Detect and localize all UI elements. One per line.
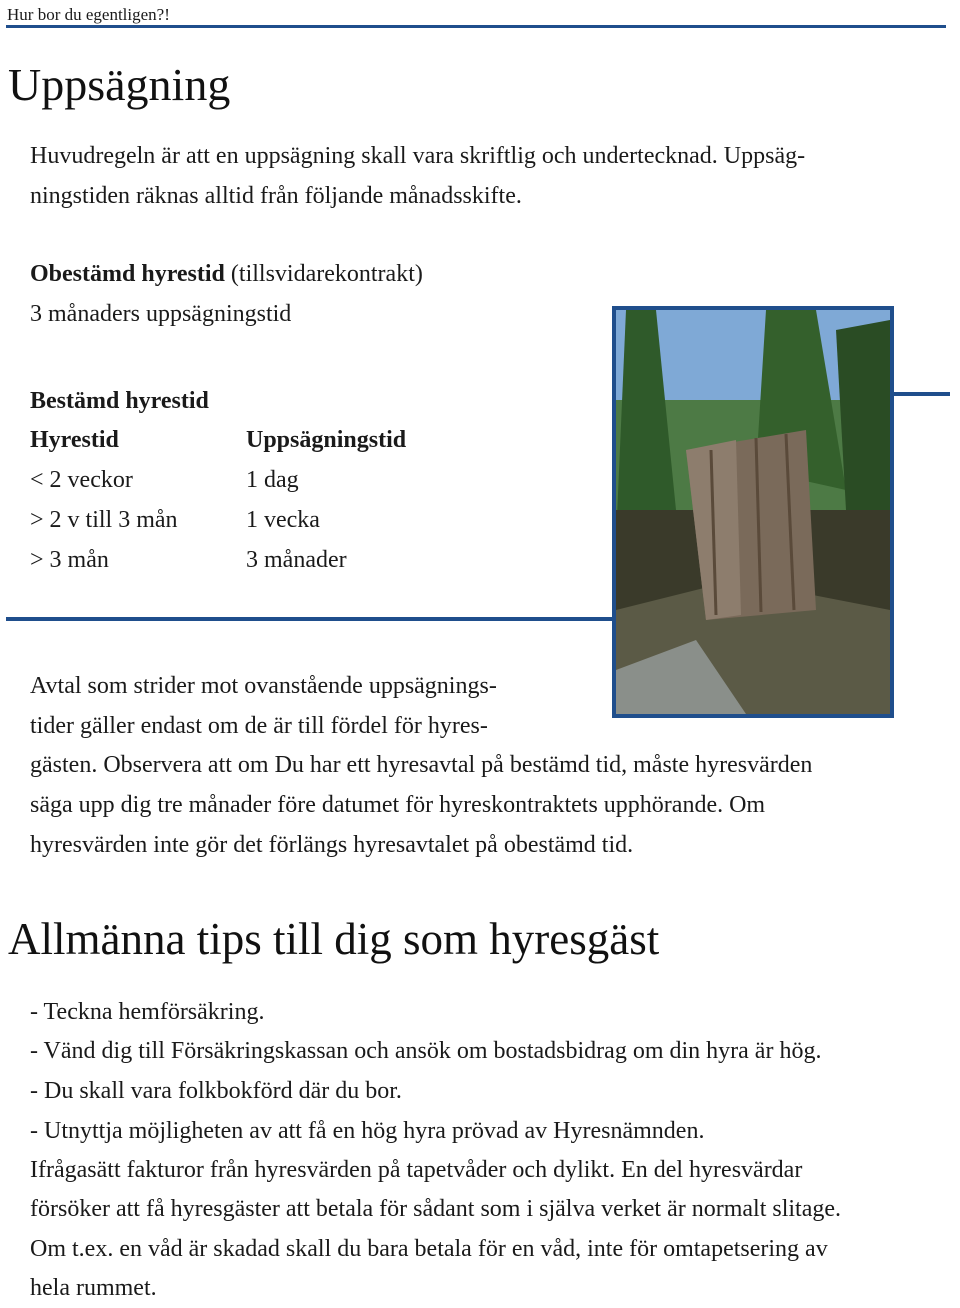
bestamd-title: Bestämd hyrestid (30, 388, 209, 414)
tips-line: Ifrågasätt fakturor från hyresvärden på tapetvåder och dylikt. En del hyresvärdar (30, 1157, 803, 1183)
outhouse-photo (612, 306, 894, 718)
tips-line: - Du skall vara folkbokförd där du bor. (30, 1078, 402, 1104)
table-header-uppsagningstid: Uppsägningstid (246, 427, 407, 453)
avtal-line-5: hyresvärden inte gör det förlängs hyresavtalet på obestämd tid. (30, 832, 634, 858)
avtal-line-3: gästen. Observera att om Du har ett hyresavtal på bestämd tid, måste hyresvärden (30, 752, 813, 778)
table-header-hyrestid: Hyrestid (30, 427, 119, 453)
section-title-tips: Allmänna tips till dig som hyresgäst (8, 914, 660, 964)
table-cell: < 2 veckor (30, 467, 133, 493)
tips-line: - Teckna hemförsäkring. (30, 999, 265, 1025)
table-cell: > 3 mån (30, 547, 109, 573)
tips-line: hela rummet. (30, 1275, 157, 1301)
avtal-line-2: tider gäller endast om de är till fördel för hyres- (30, 713, 488, 739)
intro-line-1: Huvudregeln är att en uppsägning skall vara skriftlig och undertecknad. Uppsäg- (30, 143, 806, 169)
obestamd-line (30, 254, 423, 294)
running-header: Hur bor du egentligen?! (7, 5, 170, 24)
table-cell: 1 vecka (246, 507, 320, 533)
divider-right (888, 392, 950, 396)
obestamd-note: (tillsvidarekontrakt) (224, 261, 423, 287)
header-rule (6, 25, 946, 28)
avtal-line-1: Avtal som strider mot ovanstående uppsägnings- (30, 673, 497, 699)
photo-illustration (616, 310, 890, 714)
intro-line-2: ningstiden räknas alltid från följande månadsskifte. (30, 183, 522, 209)
tips-line: försöker att få hyresgäster att betala för sådant som i själva verket är normalt slitage. (30, 1196, 842, 1222)
divider-left (6, 617, 614, 621)
table-cell: 1 dag (246, 467, 299, 493)
section-title-uppsagning: Uppsägning (8, 59, 231, 110)
tips-line: - Vänd dig till Försäkringskassan och ansök om bostadsbidrag om din hyra är hög. (30, 1038, 822, 1064)
obestamd-period: 3 månaders uppsägningstid (30, 301, 292, 327)
table-cell: > 2 v till 3 mån (30, 507, 178, 533)
table-cell: 3 månader (246, 547, 347, 573)
tips-line: - Utnyttja möjligheten av att få en hög hyra prövad av Hyresnämnden. (30, 1118, 705, 1144)
obestamd-label: Obestämd hyrestid (30, 261, 225, 287)
tips-line: Om t.ex. en våd är skadad skall du bara betala för en våd, inte för omtapetsering av (30, 1236, 828, 1262)
avtal-line-4: säga upp dig tre månader före datumet för hyreskontraktets upphörande. Om (30, 792, 766, 818)
